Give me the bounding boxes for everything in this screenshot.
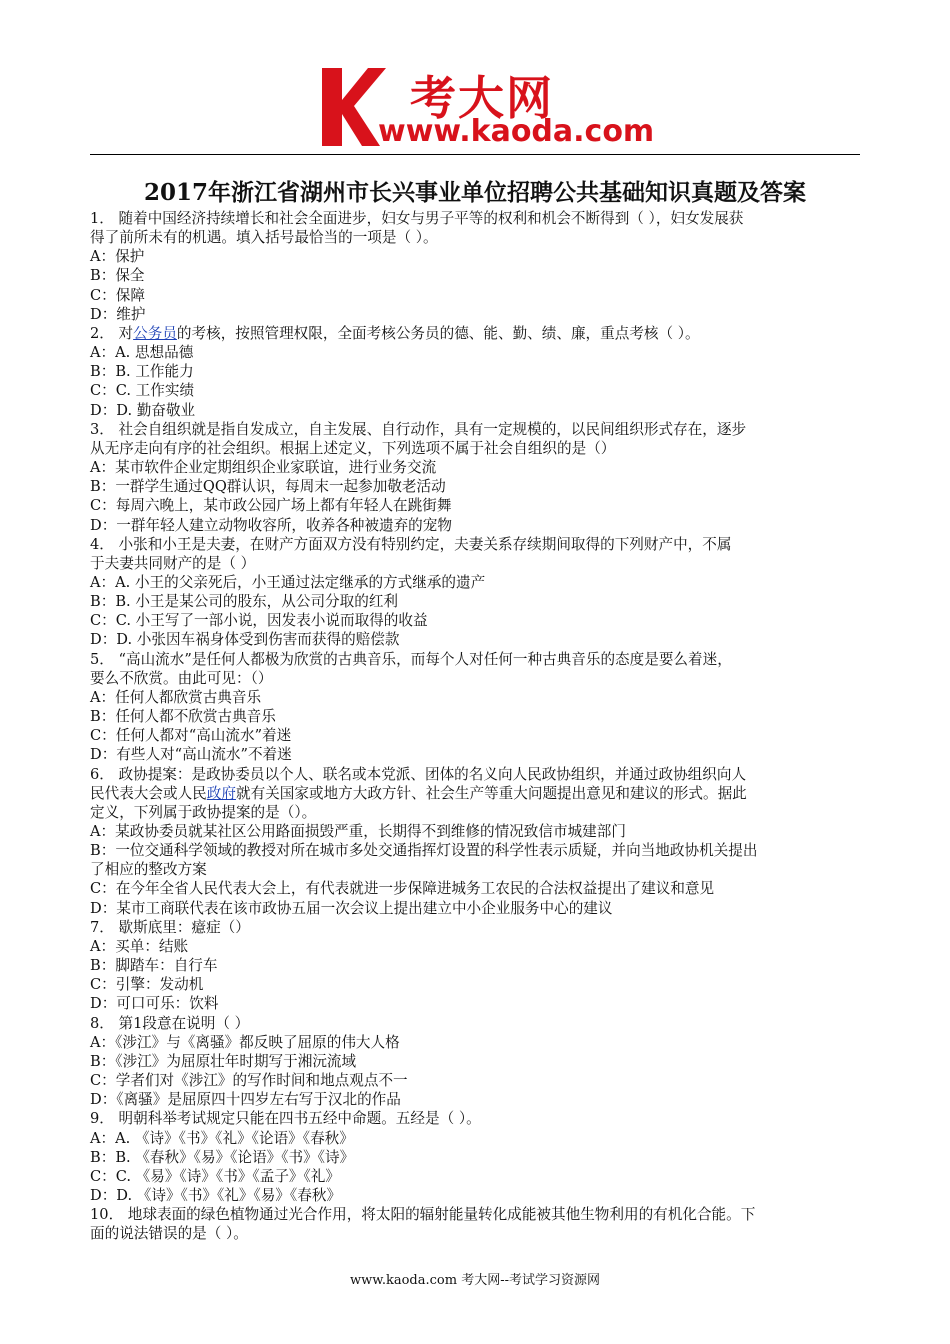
option: C：保障 xyxy=(90,286,145,304)
option: A：保护 xyxy=(90,248,145,266)
question-6-line-3: 定义，下列属于政协提案的是（）。 xyxy=(90,803,317,821)
logo-url: www.kaoda.com xyxy=(378,114,655,149)
option: B：任何人都不欣赏古典音乐 xyxy=(90,708,276,726)
option: D：一群年轻人建立动物收容所，收养各种被遗弃的宠物 xyxy=(90,516,452,534)
option: D：D. 《诗》《书》《礼》《易》《春秋》 xyxy=(90,1186,342,1204)
question-2-prefix: 2． 对 xyxy=(90,324,134,342)
option: B：B. 小王是某公司的股东，从公司分取的红利 xyxy=(90,593,399,611)
option: D：D. 勤奋敬业 xyxy=(90,401,196,419)
option: D：维护 xyxy=(90,305,146,323)
question-4-line-2: 于夫妻共同财产的是（ ） xyxy=(90,554,256,572)
option: D：有些人对“高山流水”不着迷 xyxy=(90,746,292,764)
option: C：C. 小王写了一部小说，因发表小说而取得的收益 xyxy=(90,612,428,630)
question-10-line-2: 面的说法错误的是（ ）。 xyxy=(90,1225,248,1243)
question-10-line-1: 10． 地球表面的绿色植物通过光合作用，将太阳的辐射能量转化成能被其他生物利用的有机化合能。下 xyxy=(90,1206,756,1224)
option: A：某市软件企业定期组织企业家联谊，进行业务交流 xyxy=(90,459,437,477)
option: B：一群学生通过QQ群认识，每周末一起参加敬老活动 xyxy=(90,478,446,496)
question-4-line-1: 4． 小张和小王是夫妻，在财产方面双方没有特别约定，夫妻关系存续期间取得的下列财产中，不属 xyxy=(90,535,732,553)
question-5-line-1: 5． “高山流水”是任何人都极为欣赏的古典音乐，而每个人对任何一种古典音乐的态度是要么着迷， xyxy=(90,650,732,668)
option: B：一位交通科学领域的教授对所在城市多处交通指挥灯设置的科学性表示质疑，并向当地政协机关提出 xyxy=(90,842,758,860)
question-6-line-2-prefix: 民代表大会或人民 xyxy=(90,784,207,802)
option: B：B. 工作能力 xyxy=(90,363,194,381)
option: B：《涉江》为屈原壮年时期写于湘沅流域 xyxy=(90,1052,357,1070)
document-body xyxy=(90,209,860,1243)
option: A：A. 小王的父亲死后，小王通过法定继承的方式继承的遗产 xyxy=(90,573,486,591)
option: A：A. 思想品德 xyxy=(90,344,194,362)
header-divider xyxy=(90,154,860,155)
option: A：任何人都欣赏古典音乐 xyxy=(90,688,262,706)
option: D：《离骚》是屈原四十四岁左右写于汉北的作品 xyxy=(90,1091,401,1109)
option: C：任何人都对“高山流水”着迷 xyxy=(90,727,292,745)
government-link[interactable]: 政府 xyxy=(206,784,236,802)
option-continuation: 了相应的整改方案 xyxy=(90,861,207,879)
question-5-line-2: 要么不欣赏。由此可见：（） xyxy=(90,669,273,687)
question-7: 7． 歇斯底里：癔症（） xyxy=(90,918,250,936)
question-3-line-2: 从无序走向有序的社会组织。根据上述定义，下列选项不属于社会自组织的是（） xyxy=(90,439,616,457)
option: C：每周六晚上，某市政公园广场上都有年轻人在跳街舞 xyxy=(90,497,452,515)
question-3-line-1: 3． 社会自组织就是指自发成立，自主发展、自行动作，具有一定规模的，以民间组织形式存在，逐步 xyxy=(90,420,747,438)
question-1-line-1: 1． 随着中国经济持续增长和社会全面进步，妇女与男子平等的权利和机会不断得到（ ），妇女发展获 xyxy=(90,210,744,227)
logo-chinese-name: 考大网 xyxy=(410,71,554,125)
option: A：《涉江》与《离骚》都反映了屈原的伟大人格 xyxy=(90,1033,400,1051)
question-2 xyxy=(90,324,860,343)
option: C：C. 《易》《诗》《书》《孟子》《礼》 xyxy=(90,1167,340,1185)
question-2-suffix: 的考核，按照管理权限，全面考核公务员的德、能、勤、绩、廉，重点考核（ ）。 xyxy=(176,324,700,342)
option: D：D. 小张因车祸身体受到伤害而获得的赔偿款 xyxy=(90,631,400,649)
page-footer: www.kaoda.com 考大网--考试学习资源网 xyxy=(350,1273,600,1288)
option: C：C. 工作实绩 xyxy=(90,382,195,400)
question-6-line-2 xyxy=(90,784,860,803)
question-6-line-2-suffix: 就有关国家或地方大政方针、社会生产等重大问题提出意见和建议的形式。据此 xyxy=(235,784,747,802)
question-9: 9． 明朝科举考试规定只能在四书五经中命题。五经是（ ）。 xyxy=(90,1110,481,1128)
option: A：A. 《诗》《书》《礼》《论语》《春秋》 xyxy=(90,1129,354,1147)
option: B：B. 《春秋》《易》《论语》《书》《诗》 xyxy=(90,1148,355,1166)
option: C：引擎：发动机 xyxy=(90,976,204,994)
question-1-line-2: 得了前所未有的机遇。填入括号最恰当的一项是（ ）。 xyxy=(90,229,438,247)
option: A：买单：结账 xyxy=(90,937,189,955)
option: B：保全 xyxy=(90,267,145,285)
option: D：某市工商联代表在该市政协五届一次会议上提出建立中小企业服务中心的建议 xyxy=(90,899,613,917)
option: B：脚踏车：自行车 xyxy=(90,957,218,975)
question-8: 8． 第1段意在说明（ ） xyxy=(90,1014,250,1032)
option: A：某政协委员就某社区公用路面损毁严重，长期得不到维修的情况致信市城建部门 xyxy=(90,823,626,840)
option: C：学者们对《涉江》的写作时间和地点观点不一 xyxy=(90,1072,408,1090)
civil-servant-link[interactable]: 公务员 xyxy=(133,324,177,342)
question-6-line-1: 6． 政协提案：是政协委员以个人、联名或本党派、团体的名义向人民政协组织，并通过政协组织向人 xyxy=(90,765,747,783)
option: C：在今年全省人民代表大会上，有代表就进一步保障进城务工农民的合法权益提出了建议和意见 xyxy=(90,880,715,898)
document-title: 2017年浙江省湖州市长兴事业单位招聘公共基础知识真题及答案 xyxy=(143,179,806,206)
site-logo[interactable] xyxy=(318,62,655,152)
option: D：可口可乐：饮料 xyxy=(90,995,219,1013)
